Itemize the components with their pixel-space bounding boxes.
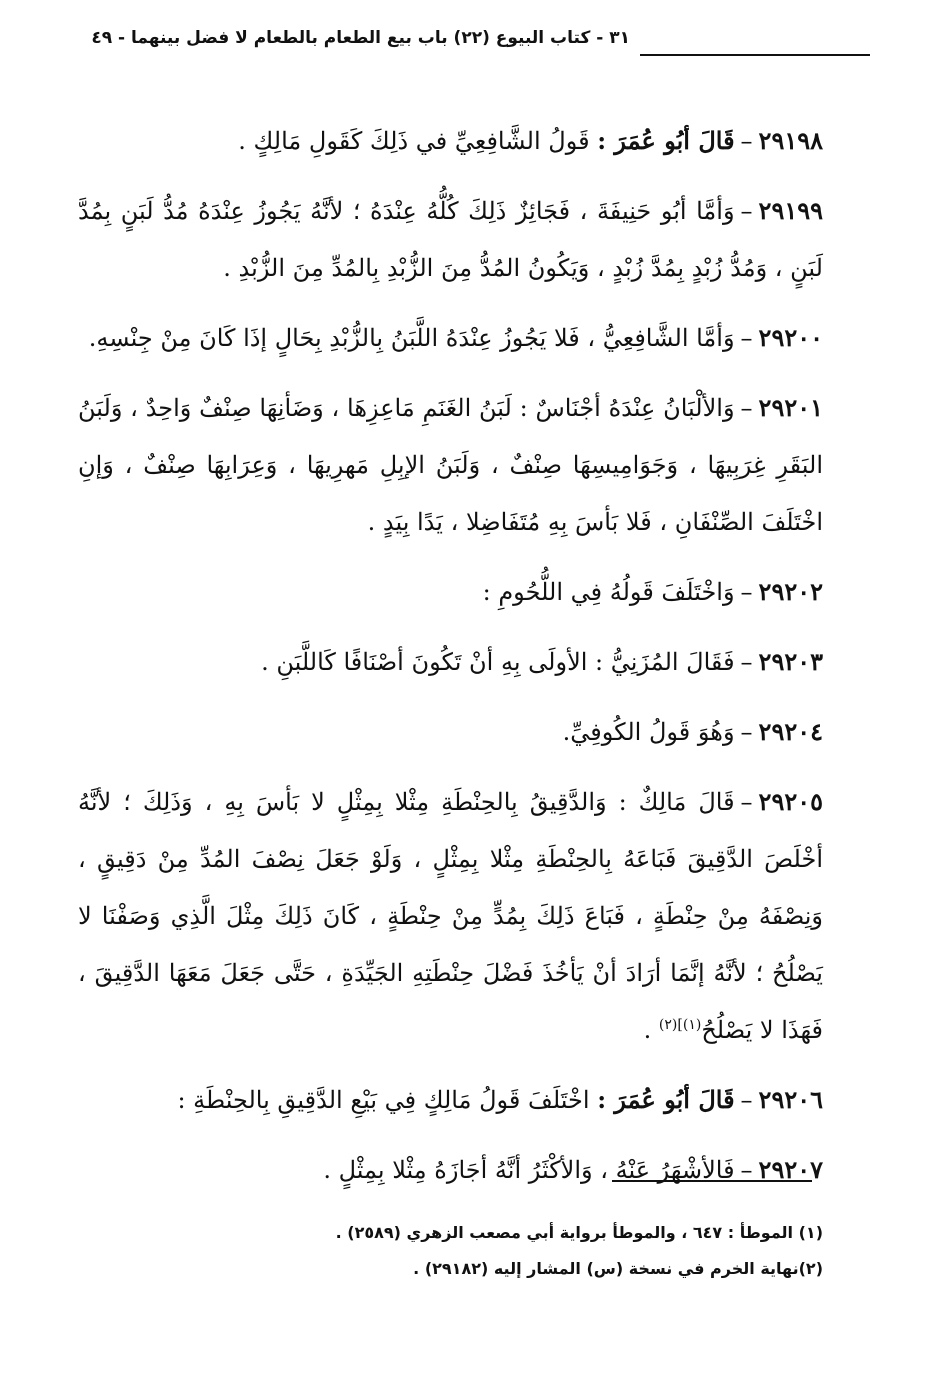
header-rule xyxy=(640,54,870,56)
dash-separator: – xyxy=(740,578,753,606)
running-title: ٣١ - كتاب البيوع (٢٢) باب بيع الطعام بالطعام لا فضل بينهما - ٤٩ xyxy=(91,28,630,48)
paragraph xyxy=(78,112,823,170)
speaker-label: قَالَ أبُو عُمَرَ : xyxy=(597,126,735,155)
dash-separator: – xyxy=(740,788,753,816)
paragraph-text: وَالألْبَانُ عِنْدَهُ أجْنَاسٌ : لَبَنُ الغَنَمِ مَاعِزِهَا ، وَضَأنِهَا صِنْفٌ وَاحِدٌ ، وَلَبَنُ البَقَرِ غِرَبِيهَا ، وَجَوَامِيسِهَا صِنْفٌ ، وَلَبَنُ الإبِلِ مَهرِيهَا ، وَعِرَابِهَا صِنْفٌ ، وَإنِ اخْتَلَفَ الصِّنْفَانِ ، فَلا بَأسَ بِهِ مُتَفَاضِلا ، يَدًا بِيَدٍ . xyxy=(78,394,823,536)
dash-separator: – xyxy=(740,648,753,676)
paragraph-number: ٢٩٢٠٦ xyxy=(758,1085,823,1114)
paragraph xyxy=(78,379,823,551)
paragraph xyxy=(78,563,823,621)
paragraph xyxy=(78,1071,823,1129)
paragraph-text: اخْتَلَفَ قَولُ مَالِكٍ فِي بَيْعِ الدَّقِيقِ بِالحِنْطَةِ : xyxy=(177,1086,590,1114)
paragraph-text: قَالَ مَالِكٌ : وَالدَّقِيقُ بِالحِنْطَةِ مِثْلا بِمِثْلٍ لا بَأسَ بِهِ ، وَذَلِكَ ؛ لأنَّهُ أخْلَصَ الدَّقِيقَ فَبَاعَهُ بِالحِنْطَةِ مِثْلا بِمِثْلٍ ، وَلَوْ جَعَلَ نِصْفَ المُدِّ مِنْ دَقِيقٍ ، وَنِصْفَهُ مِنْ حِنْطَةٍ ، فَبَاعَ ذَلِكَ بِمُدٍّ مِنْ حِنْطَةٍ ، كَانَ ذَلِكَ مِثْلَ الَّذِي وَصَفْنَا لا يَصْلُحُ ؛ لأنَّهُ إنَّمَا أرَادَ أنْ يَأخُذَ فَضْلَ حِنْطَتِهِ الجَيِّدَةِ ، حَتَّى جَعَلَ مَعَهَا الدَّقِيقَ ، فَهَذَا لا يَصْلُحُ xyxy=(78,788,823,1044)
main-text xyxy=(78,112,823,1211)
footnote-rule xyxy=(612,1180,812,1182)
paragraph-tail: . xyxy=(643,1016,659,1044)
page-header xyxy=(60,28,870,68)
paragraph xyxy=(78,309,823,367)
paragraph xyxy=(78,182,823,297)
paragraph xyxy=(78,703,823,761)
paragraph-number: ٢٩٢٠٤ xyxy=(758,717,823,746)
paragraph-text: فَالأشْهَرُ عَنْهُ ، وَالأكْثَرُ أنَّهُ أجَازَهُ مِثْلا بِمِثْلٍ . xyxy=(323,1156,735,1184)
paragraph xyxy=(78,773,823,1059)
paragraph-number: ٢٩٢٠٧ xyxy=(758,1155,823,1184)
paragraph-number: ٢٩١٩٨ xyxy=(758,126,823,155)
paragraph-number: ٢٩٢٠١ xyxy=(758,393,823,422)
paragraph-text: وَأمَّا أبُو حَنِيفَةَ ، فَجَائِزٌ ذَلِكَ كُلُّهُ عِنْدَهُ ؛ لأنَّهُ يَجُوزُ عِنْدَهُ مُدُّ لَبَنٍ بِمُدَّ لَبَنٍ ، وَمُدُّ زُبْدٍ بِمُدَّ زُبْدٍ ، وَيَكُونُ المُدُّ مِنَ الزُّبْدِ بِالمُدِّ مِنَ الزُّبْدِ . xyxy=(78,197,823,282)
dash-separator: – xyxy=(740,197,753,225)
speaker-label: قَالَ أبُو عُمَرَ : xyxy=(597,1085,735,1114)
paragraph-text: وَهُوَ قَولُ الكُوفِيِّ. xyxy=(562,718,735,746)
footnotes xyxy=(78,1215,823,1287)
paragraph xyxy=(78,1141,823,1199)
paragraph-text: فَقَالَ المُزَنِيُّ : الأولَى بِهِ أنْ تَكُونَ أصْنَافًا كَاللَّبَنِ . xyxy=(261,648,735,676)
dash-separator: – xyxy=(740,1156,753,1184)
footnote-markers: (١)](٢) xyxy=(658,1017,702,1033)
dash-separator: – xyxy=(740,394,753,422)
paragraph-text: وَأمَّا الشَّافِعِيُّ ، فَلا يَجُوزُ عِنْدَهُ اللَّبَنُ بِالزُّبْدِ بِحَالٍ إذَا كَانَ مِنْ جِنْسِهِ. xyxy=(88,324,735,352)
dash-separator: – xyxy=(740,324,753,352)
paragraph-text: وَاخْتَلَفَ قَولُهُ فِي اللُّحُومِ : xyxy=(482,578,735,606)
paragraph-number: ٢٩١٩٩ xyxy=(758,196,823,225)
paragraph-number: ٢٩٢٠٥ xyxy=(758,787,823,816)
footnote: (١) الموطأ : ٦٤٧ ، والموطأ برواية أبي مصعب الزهري (٢٥٨٩) . xyxy=(335,1223,823,1242)
dash-separator: – xyxy=(740,718,753,746)
paragraph-number: ٢٩٢٠٣ xyxy=(758,647,823,676)
paragraph-text: قَولُ الشَّافِعِيِّ في ذَلِكَ كَقَولِ مَالِكٍ . xyxy=(238,127,590,155)
footnote: (٢)نهاية الخرم في نسخة (س) المشار إليه (٢٩١٨٢) . xyxy=(413,1259,823,1278)
dash-separator: – xyxy=(740,1086,753,1114)
paragraph-number: ٢٩٢٠٢ xyxy=(758,577,823,606)
paragraph xyxy=(78,633,823,691)
dash-separator: – xyxy=(740,127,753,155)
paragraph-number: ٢٩٢٠٠ xyxy=(758,323,823,352)
